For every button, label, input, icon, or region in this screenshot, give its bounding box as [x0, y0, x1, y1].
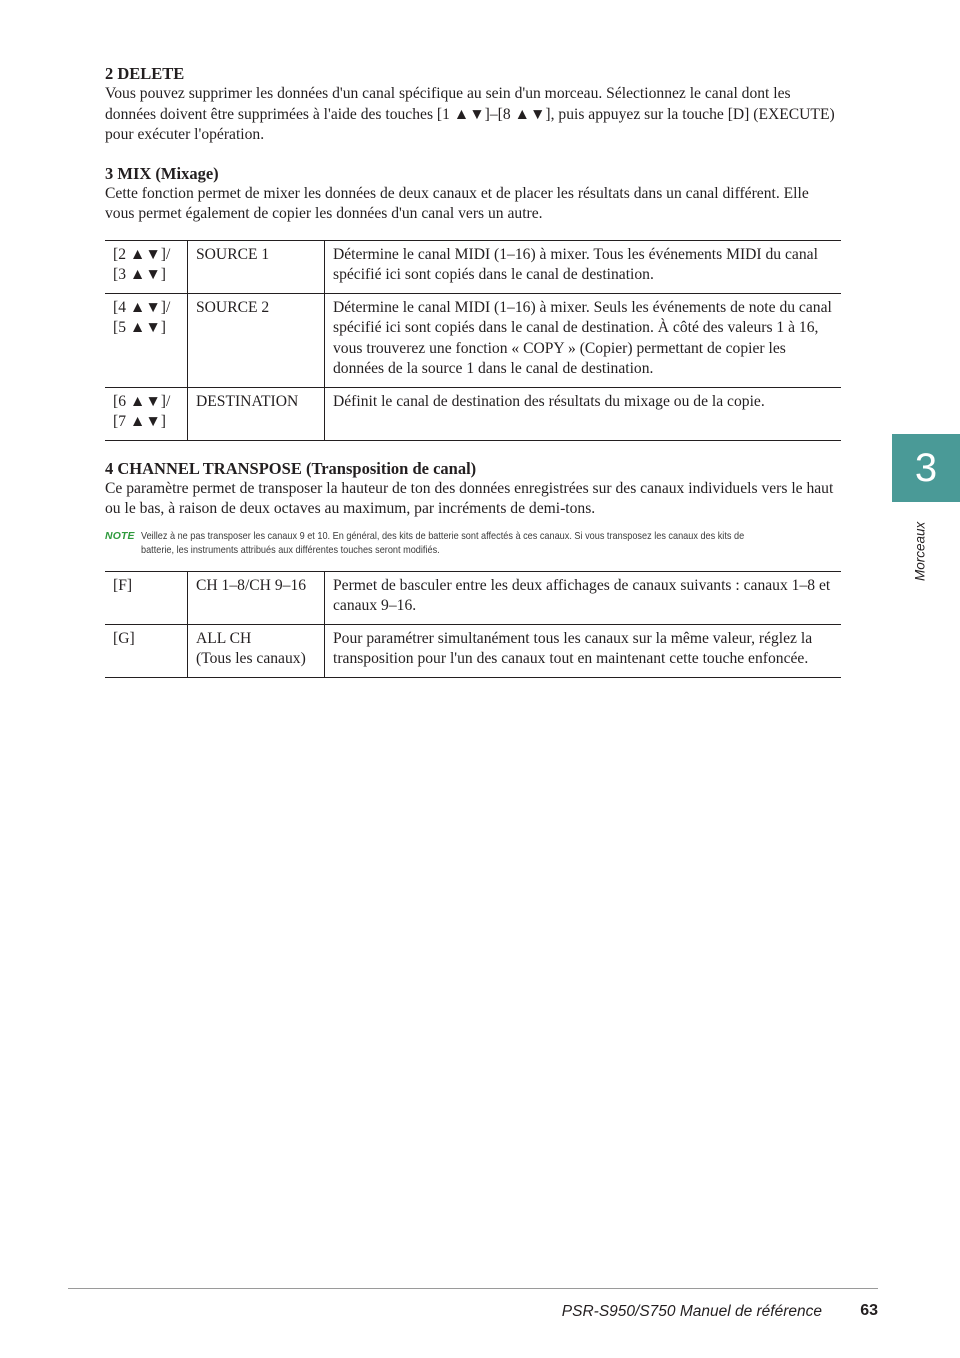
- button-cell: [F]: [105, 571, 188, 624]
- transpose-parameter-table: [105, 571, 841, 678]
- description-cell: Permet de basculer entre les deux affichages de canaux suivants : canaux 1–8 et canaux 9–16.: [325, 571, 842, 624]
- table-row: [105, 240, 841, 293]
- section-body-delete: Vous pouvez supprimer les données d'un canal spécifique au sein d'un morceau. Sélectionnez le canal dont les données doivent être supprimées à l'aide des touches [1 ▲▼]–[8 ▲▼], puis appuyez sur la touche [D] (EXECUTE) pour exécuter l'opération.: [105, 85, 835, 143]
- description-cell: Détermine le canal MIDI (1–16) à mixer. Tous les événements MIDI du canal spécifié ici sont copiés dans le canal de destination.: [325, 240, 842, 293]
- note-block: [105, 530, 841, 559]
- page-content: [105, 64, 841, 678]
- footer-title: PSR-S950/S750 Manuel de référence: [561, 1303, 822, 1320]
- chapter-tab: 3: [892, 434, 960, 502]
- button-cell: [6 ▲▼]/ [7 ▲▼]: [105, 387, 188, 440]
- mix-parameter-table: [105, 240, 841, 441]
- chapter-label: [906, 515, 934, 587]
- parameter-cell: SOURCE 1: [188, 240, 325, 293]
- description-cell: Définit le canal de destination des résultats du mixage ou de la copie.: [325, 387, 842, 440]
- table-row: [105, 293, 841, 387]
- table-row: [105, 387, 841, 440]
- section-body-transpose: Ce paramètre permet de transposer la hauteur de ton des données enregistrées sur des canaux individuels vers le haut ou le bas, à raison de deux octaves au maximum, par incréments de demi-tons.: [105, 479, 834, 517]
- section-heading-transpose: 4 CHANNEL TRANSPOSE (Transposition de canal): [105, 458, 477, 478]
- table-row: [105, 624, 841, 677]
- table-row: [105, 571, 841, 624]
- chapter-label-text: Morceaux: [912, 521, 928, 581]
- note-label: NOTE: [105, 530, 135, 542]
- parameter-cell: DESTINATION: [188, 387, 325, 440]
- parameter-cell: ALL CH (Tous les canaux): [188, 624, 325, 677]
- section-heading-delete: 2 DELETE: [105, 64, 185, 83]
- note-text: Veillez à ne pas transposer les canaux 9 et 10. En général, des kits de batterie sont affectés à ces canaux. Si vous transposez les canaux des kits de batterie, les instruments attribués aux différentes touches seront modifiés.: [141, 530, 745, 556]
- parameter-cell: SOURCE 2: [188, 293, 325, 387]
- description-cell: Détermine le canal MIDI (1–16) à mixer. Seuls les événements de note du canal spécifié ici sont copiés dans le canal de destination. À côté des valeurs 1 à 16, vous trouverez une fonction « COPY » (Copier) permettant de copier les données de la source 1 dans le canal de destination.: [325, 293, 842, 387]
- description-cell: Pour paramétrer simultanément tous les canaux sur la même valeur, réglez la transposition pour l'un des canaux tout en maintenant cette touche enfoncée.: [325, 624, 842, 677]
- button-cell: [G]: [105, 624, 188, 677]
- button-cell: [4 ▲▼]/ [5 ▲▼]: [105, 293, 188, 387]
- footer-divider: [68, 1288, 878, 1289]
- section-heading-mix: 3 MIX (Mixage): [105, 163, 219, 183]
- section-body-mix: Cette fonction permet de mixer les données de deux canaux et de placer les résultats dans un canal différent. Elle vous permet également de copier les données d'un canal vers un autre.: [105, 184, 809, 222]
- parameter-cell: CH 1–8/CH 9–16: [188, 571, 325, 624]
- button-cell: [2 ▲▼]/ [3 ▲▼]: [105, 240, 188, 293]
- page-number: 63: [860, 1302, 878, 1319]
